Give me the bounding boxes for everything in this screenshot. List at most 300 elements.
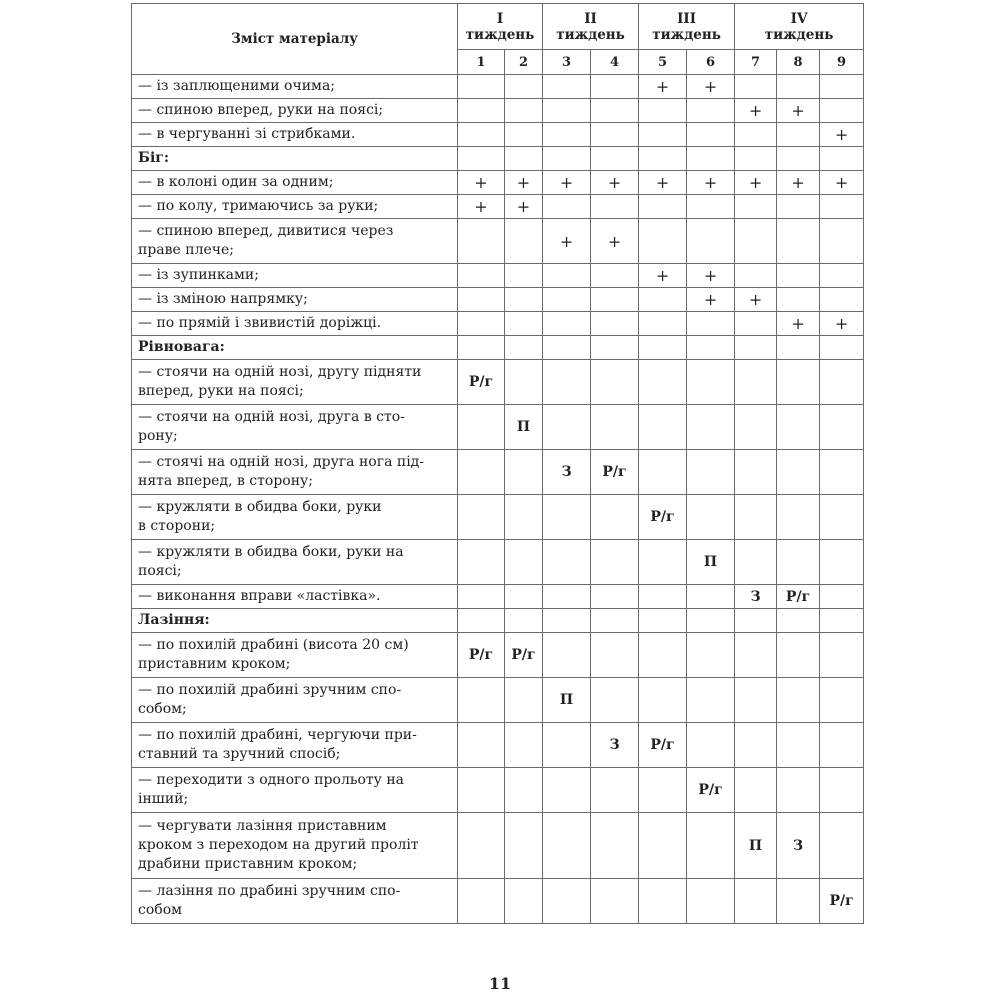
lesson-mark-cell: + (777, 99, 820, 123)
empty-cell (687, 336, 735, 360)
lesson-mark-cell (639, 879, 687, 924)
table-row (132, 585, 864, 609)
lesson-mark-cell (505, 813, 543, 879)
description-line: — лазіння по драбині зручним спо- (138, 883, 401, 899)
lesson-mark-cell (458, 813, 505, 879)
week-word: тиждень (764, 26, 834, 43)
lesson-mark-cell (458, 678, 505, 723)
lesson-mark-cell (591, 768, 639, 813)
lesson-mark-cell (687, 360, 735, 405)
lesson-mark-cell: П (505, 405, 543, 450)
lesson-mark-cell (591, 879, 639, 924)
lesson-mark-cell (543, 75, 591, 99)
lesson-mark-cell: + (687, 75, 735, 99)
lesson-mark-cell (505, 678, 543, 723)
description-line: в сторони; (138, 518, 216, 534)
description-line: нята вперед, в сторону; (138, 473, 313, 489)
lesson-mark-cell (777, 633, 820, 678)
lesson-mark-cell (639, 540, 687, 585)
description-line: собом (138, 902, 183, 918)
lesson-mark-cell: + (505, 171, 543, 195)
lesson-mark-cell (687, 633, 735, 678)
lesson-mark-cell: + (735, 288, 777, 312)
lesson-mark-cell (639, 123, 687, 147)
lesson-mark-cell (591, 633, 639, 678)
week-roman: III (677, 10, 697, 27)
lesson-mark-cell: + (591, 219, 639, 264)
exercise-description (132, 879, 458, 924)
lesson-mark-cell (591, 312, 639, 336)
section-heading: Біг: (132, 147, 458, 171)
lesson-mark-cell (687, 879, 735, 924)
lesson-mark-cell (458, 768, 505, 813)
lesson-mark-cell (505, 288, 543, 312)
description-line: — спиною вперед, руки на поясі; (138, 102, 384, 118)
table-row (132, 633, 864, 678)
lesson-mark-cell: Р/г (639, 723, 687, 768)
lesson-mark-cell (639, 450, 687, 495)
lesson-mark-cell (591, 405, 639, 450)
exercise-description (132, 288, 458, 312)
table-row (132, 879, 864, 924)
lesson-mark-cell (820, 585, 864, 609)
lesson-mark-cell (458, 123, 505, 147)
lesson-mark-cell (543, 813, 591, 879)
lesson-mark-cell (543, 723, 591, 768)
lesson-mark-cell (735, 450, 777, 495)
lesson-mark-cell (687, 813, 735, 879)
lesson-mark-cell (458, 495, 505, 540)
description-line: — стоячі на одній нозі, друга нога під- (138, 454, 425, 470)
lesson-mark-cell (820, 540, 864, 585)
lesson-mark-cell (543, 585, 591, 609)
exercise-description (132, 495, 458, 540)
lesson-mark-cell (505, 264, 543, 288)
lesson-number: 7 (735, 50, 777, 75)
lesson-mark-cell (639, 288, 687, 312)
description-line: — спиною вперед, дивитися через (138, 223, 394, 239)
section-heading: Рівновага: (132, 336, 458, 360)
lesson-mark-cell (820, 678, 864, 723)
description-line: кроком з переходом на другий проліт (138, 837, 419, 853)
table-row (132, 171, 864, 195)
lesson-mark-cell (505, 123, 543, 147)
lesson-mark-cell (543, 540, 591, 585)
exercise-description (132, 723, 458, 768)
lesson-mark-cell (543, 633, 591, 678)
lesson-number: 4 (591, 50, 639, 75)
lesson-mark-cell: + (820, 123, 864, 147)
lesson-mark-cell (820, 360, 864, 405)
section-row (132, 147, 864, 171)
lesson-mark-cell (505, 75, 543, 99)
lesson-mark-cell (458, 540, 505, 585)
lesson-mark-cell (735, 123, 777, 147)
exercise-description (132, 264, 458, 288)
lesson-mark-cell (820, 813, 864, 879)
lesson-mark-cell (687, 219, 735, 264)
week-word: тиждень (465, 26, 535, 43)
lesson-mark-cell: + (458, 195, 505, 219)
description-line: приставним кроком; (138, 656, 291, 672)
lesson-mark-cell (458, 405, 505, 450)
description-line: — по колу, тримаючись за руки; (138, 198, 379, 214)
empty-cell (458, 609, 505, 633)
lesson-mark-cell (735, 195, 777, 219)
lesson-mark-cell (591, 495, 639, 540)
lesson-mark-cell (458, 312, 505, 336)
table-row (132, 723, 864, 768)
lesson-mark-cell: Р/г (639, 495, 687, 540)
table-row (132, 813, 864, 879)
empty-cell (820, 609, 864, 633)
week-header-4 (735, 4, 864, 50)
lesson-mark-cell: Р/г (777, 585, 820, 609)
lesson-mark-cell (777, 123, 820, 147)
lesson-mark-cell (639, 633, 687, 678)
lesson-mark-cell (687, 585, 735, 609)
empty-cell (639, 147, 687, 171)
section-row (132, 609, 864, 633)
table-row (132, 405, 864, 450)
lesson-mark-cell: + (820, 171, 864, 195)
table-row (132, 219, 864, 264)
lesson-mark-cell (543, 264, 591, 288)
lesson-mark-cell: + (735, 99, 777, 123)
lesson-mark-cell (735, 633, 777, 678)
lesson-mark-cell (735, 405, 777, 450)
exercise-description (132, 450, 458, 495)
description-line: інший; (138, 791, 189, 807)
lesson-mark-cell (687, 195, 735, 219)
lesson-mark-cell (639, 99, 687, 123)
table-row (132, 312, 864, 336)
lesson-mark-cell (777, 540, 820, 585)
lesson-mark-cell (458, 879, 505, 924)
exercise-description (132, 768, 458, 813)
exercise-description (132, 585, 458, 609)
description-line: — стоячи на одній нозі, друга в сто- (138, 409, 405, 425)
table-row (132, 678, 864, 723)
lesson-mark-cell (639, 312, 687, 336)
empty-cell (591, 147, 639, 171)
table-row (132, 495, 864, 540)
exercise-description (132, 312, 458, 336)
empty-cell (777, 147, 820, 171)
lesson-mark-cell: + (639, 264, 687, 288)
lesson-mark-cell (777, 288, 820, 312)
exercise-description (132, 360, 458, 405)
lesson-mark-cell: + (543, 219, 591, 264)
exercise-description (132, 219, 458, 264)
exercise-description (132, 99, 458, 123)
lesson-mark-cell (591, 99, 639, 123)
description-line: ставний та зручний спосіб; (138, 746, 341, 762)
empty-cell (505, 609, 543, 633)
description-line: — кружляти в обидва боки, руки (138, 499, 382, 515)
empty-cell (687, 609, 735, 633)
lesson-mark-cell (543, 768, 591, 813)
description-line: драбини приставним кроком; (138, 856, 358, 872)
week-header-3 (639, 4, 735, 50)
table-row (132, 123, 864, 147)
lesson-mark-cell (735, 678, 777, 723)
lesson-mark-cell: + (591, 171, 639, 195)
table-row (132, 768, 864, 813)
empty-cell (505, 336, 543, 360)
description-line: — із зміною напрямку; (138, 291, 308, 307)
lesson-mark-cell (639, 219, 687, 264)
description-line: — переходити з одного прольоту на (138, 772, 404, 788)
lesson-mark-cell: + (735, 171, 777, 195)
description-line: — виконання вправи «ластівка». (138, 588, 381, 604)
page-number: 11 (488, 974, 512, 993)
lesson-mark-cell (458, 585, 505, 609)
lesson-mark-cell: П (687, 540, 735, 585)
empty-cell (777, 336, 820, 360)
lesson-number: 3 (543, 50, 591, 75)
lesson-mark-cell (777, 219, 820, 264)
lesson-mark-cell: + (687, 171, 735, 195)
lesson-mark-cell (639, 195, 687, 219)
lesson-mark-cell (687, 450, 735, 495)
exercise-description (132, 195, 458, 219)
description-line: рону; (138, 428, 178, 444)
lesson-mark-cell (687, 123, 735, 147)
lesson-mark-cell (687, 405, 735, 450)
lesson-mark-cell (505, 450, 543, 495)
lesson-mark-cell (687, 678, 735, 723)
lesson-mark-cell (735, 723, 777, 768)
lesson-mark-cell (505, 312, 543, 336)
lesson-mark-cell (777, 264, 820, 288)
description-line: — по похилій драбині, чергуючи при- (138, 727, 417, 743)
empty-cell (591, 336, 639, 360)
lesson-mark-cell (639, 585, 687, 609)
lesson-mark-cell (687, 495, 735, 540)
week-roman: II (584, 10, 597, 27)
lesson-mark-cell (458, 99, 505, 123)
empty-cell (820, 147, 864, 171)
lesson-mark-cell (591, 195, 639, 219)
description-line: вперед, руки на поясі; (138, 383, 304, 399)
lesson-mark-cell (543, 99, 591, 123)
lesson-mark-cell (543, 879, 591, 924)
lesson-mark-cell (458, 264, 505, 288)
lesson-mark-cell: П (543, 678, 591, 723)
lesson-mark-cell (777, 678, 820, 723)
lesson-mark-cell (777, 723, 820, 768)
description-line: — по похилій драбині (висота 20 см) (138, 637, 409, 653)
lesson-mark-cell (591, 288, 639, 312)
lesson-mark-cell: + (639, 171, 687, 195)
description-line: — із заплющеними очима; (138, 78, 336, 94)
lesson-mark-cell (458, 723, 505, 768)
lesson-mark-cell: З (777, 813, 820, 879)
lesson-mark-cell (735, 495, 777, 540)
lesson-mark-cell: + (543, 171, 591, 195)
lesson-mark-cell (458, 219, 505, 264)
lesson-mark-cell (591, 678, 639, 723)
empty-cell (735, 609, 777, 633)
lesson-mark-cell: П (735, 813, 777, 879)
lesson-mark-cell: З (543, 450, 591, 495)
empty-cell (543, 336, 591, 360)
exercise-description (132, 678, 458, 723)
lesson-number: 6 (687, 50, 735, 75)
empty-cell (735, 147, 777, 171)
lesson-mark-cell: Р/г (591, 450, 639, 495)
lesson-mark-cell (777, 195, 820, 219)
lesson-mark-cell (820, 99, 864, 123)
lesson-mark-cell (820, 450, 864, 495)
lesson-mark-cell: + (458, 171, 505, 195)
lesson-mark-cell (639, 678, 687, 723)
table-row (132, 264, 864, 288)
lesson-mark-cell (543, 195, 591, 219)
empty-cell (458, 336, 505, 360)
lesson-mark-cell: + (687, 288, 735, 312)
lesson-mark-cell (820, 405, 864, 450)
lesson-mark-cell (777, 879, 820, 924)
lesson-mark-cell (505, 585, 543, 609)
table-row (132, 195, 864, 219)
exercise-description (132, 123, 458, 147)
lesson-number: 5 (639, 50, 687, 75)
description-line: — чергувати лазіння приставним (138, 818, 387, 834)
lesson-mark-cell (639, 360, 687, 405)
description-line: — по похилій драбині зручним спо- (138, 682, 402, 698)
section-heading: Лазіння: (132, 609, 458, 633)
empty-cell (639, 609, 687, 633)
exercise-description (132, 813, 458, 879)
lesson-mark-cell (820, 723, 864, 768)
lesson-mark-cell (591, 585, 639, 609)
lesson-mark-cell (820, 219, 864, 264)
table-row (132, 288, 864, 312)
lesson-mark-cell: Р/г (458, 360, 505, 405)
table-row (132, 75, 864, 99)
lesson-mark-cell (687, 99, 735, 123)
lesson-mark-cell (820, 75, 864, 99)
lesson-mark-cell (735, 264, 777, 288)
lesson-mark-cell: + (505, 195, 543, 219)
lesson-mark-cell (735, 879, 777, 924)
exercise-description (132, 75, 458, 99)
lesson-mark-cell (735, 312, 777, 336)
lesson-mark-cell: Р/г (505, 633, 543, 678)
lesson-mark-cell (687, 723, 735, 768)
exercise-description (132, 633, 458, 678)
description-line: — по прямій і звивистій доріжці. (138, 315, 382, 331)
lesson-mark-cell (639, 405, 687, 450)
description-line: — стоячи на одній нозі, другу підняти (138, 364, 422, 380)
lesson-mark-cell (735, 540, 777, 585)
description-line: — із зупинками; (138, 267, 259, 283)
lesson-mark-cell (458, 75, 505, 99)
empty-cell (687, 147, 735, 171)
lesson-mark-cell (543, 288, 591, 312)
lesson-mark-cell (591, 540, 639, 585)
lesson-mark-cell: Р/г (820, 879, 864, 924)
lesson-mark-cell (591, 75, 639, 99)
lesson-mark-cell (591, 264, 639, 288)
week-word: тиждень (652, 26, 721, 43)
lesson-mark-cell: + (777, 312, 820, 336)
table-row (132, 540, 864, 585)
lesson-mark-cell (543, 312, 591, 336)
lesson-mark-cell (735, 768, 777, 813)
week-word: тиждень (556, 26, 625, 43)
lesson-mark-cell (591, 360, 639, 405)
exercise-description (132, 171, 458, 195)
lesson-mark-cell (543, 360, 591, 405)
lesson-mark-cell (777, 768, 820, 813)
week-roman: I (496, 10, 504, 27)
lesson-mark-cell (591, 813, 639, 879)
lesson-mark-cell (591, 123, 639, 147)
lesson-mark-cell (687, 312, 735, 336)
description-line: праве плече; (138, 242, 235, 258)
description-line: — кружляти в обидва боки, руки на (138, 544, 404, 560)
exercise-description (132, 540, 458, 585)
lesson-number: 1 (458, 50, 505, 75)
lesson-mark-cell (639, 768, 687, 813)
table-row (132, 360, 864, 405)
lesson-mark-cell (820, 288, 864, 312)
lesson-mark-cell (458, 450, 505, 495)
lesson-mark-cell (820, 264, 864, 288)
lesson-mark-cell: + (777, 171, 820, 195)
empty-cell (543, 147, 591, 171)
week-header-1 (458, 4, 543, 50)
lesson-mark-cell: + (639, 75, 687, 99)
table-row (132, 450, 864, 495)
lesson-mark-cell (505, 540, 543, 585)
lesson-number: 8 (777, 50, 820, 75)
lesson-mark-cell (820, 495, 864, 540)
lesson-mark-cell (777, 450, 820, 495)
lesson-mark-cell (735, 75, 777, 99)
exercise-description (132, 405, 458, 450)
lesson-mark-cell: З (591, 723, 639, 768)
lesson-mark-cell (777, 495, 820, 540)
lesson-mark-cell (777, 360, 820, 405)
lesson-mark-cell (735, 219, 777, 264)
lesson-mark-cell (820, 195, 864, 219)
lesson-number: 2 (505, 50, 543, 75)
lesson-mark-cell (505, 879, 543, 924)
lesson-mark-cell: + (820, 312, 864, 336)
lesson-mark-cell: З (735, 585, 777, 609)
lesson-mark-cell: + (687, 264, 735, 288)
lesson-mark-cell (820, 633, 864, 678)
empty-cell (777, 609, 820, 633)
section-row (132, 336, 864, 360)
lesson-mark-cell: Р/г (687, 768, 735, 813)
week-roman: IV (790, 10, 808, 27)
empty-cell (543, 609, 591, 633)
table-body (132, 75, 864, 924)
week-header-2 (543, 4, 639, 50)
lesson-mark-cell (505, 723, 543, 768)
empty-cell (639, 336, 687, 360)
empty-cell (591, 609, 639, 633)
lesson-mark-cell (777, 405, 820, 450)
table-row (132, 99, 864, 123)
lesson-mark-cell (735, 360, 777, 405)
lesson-mark-cell (458, 288, 505, 312)
